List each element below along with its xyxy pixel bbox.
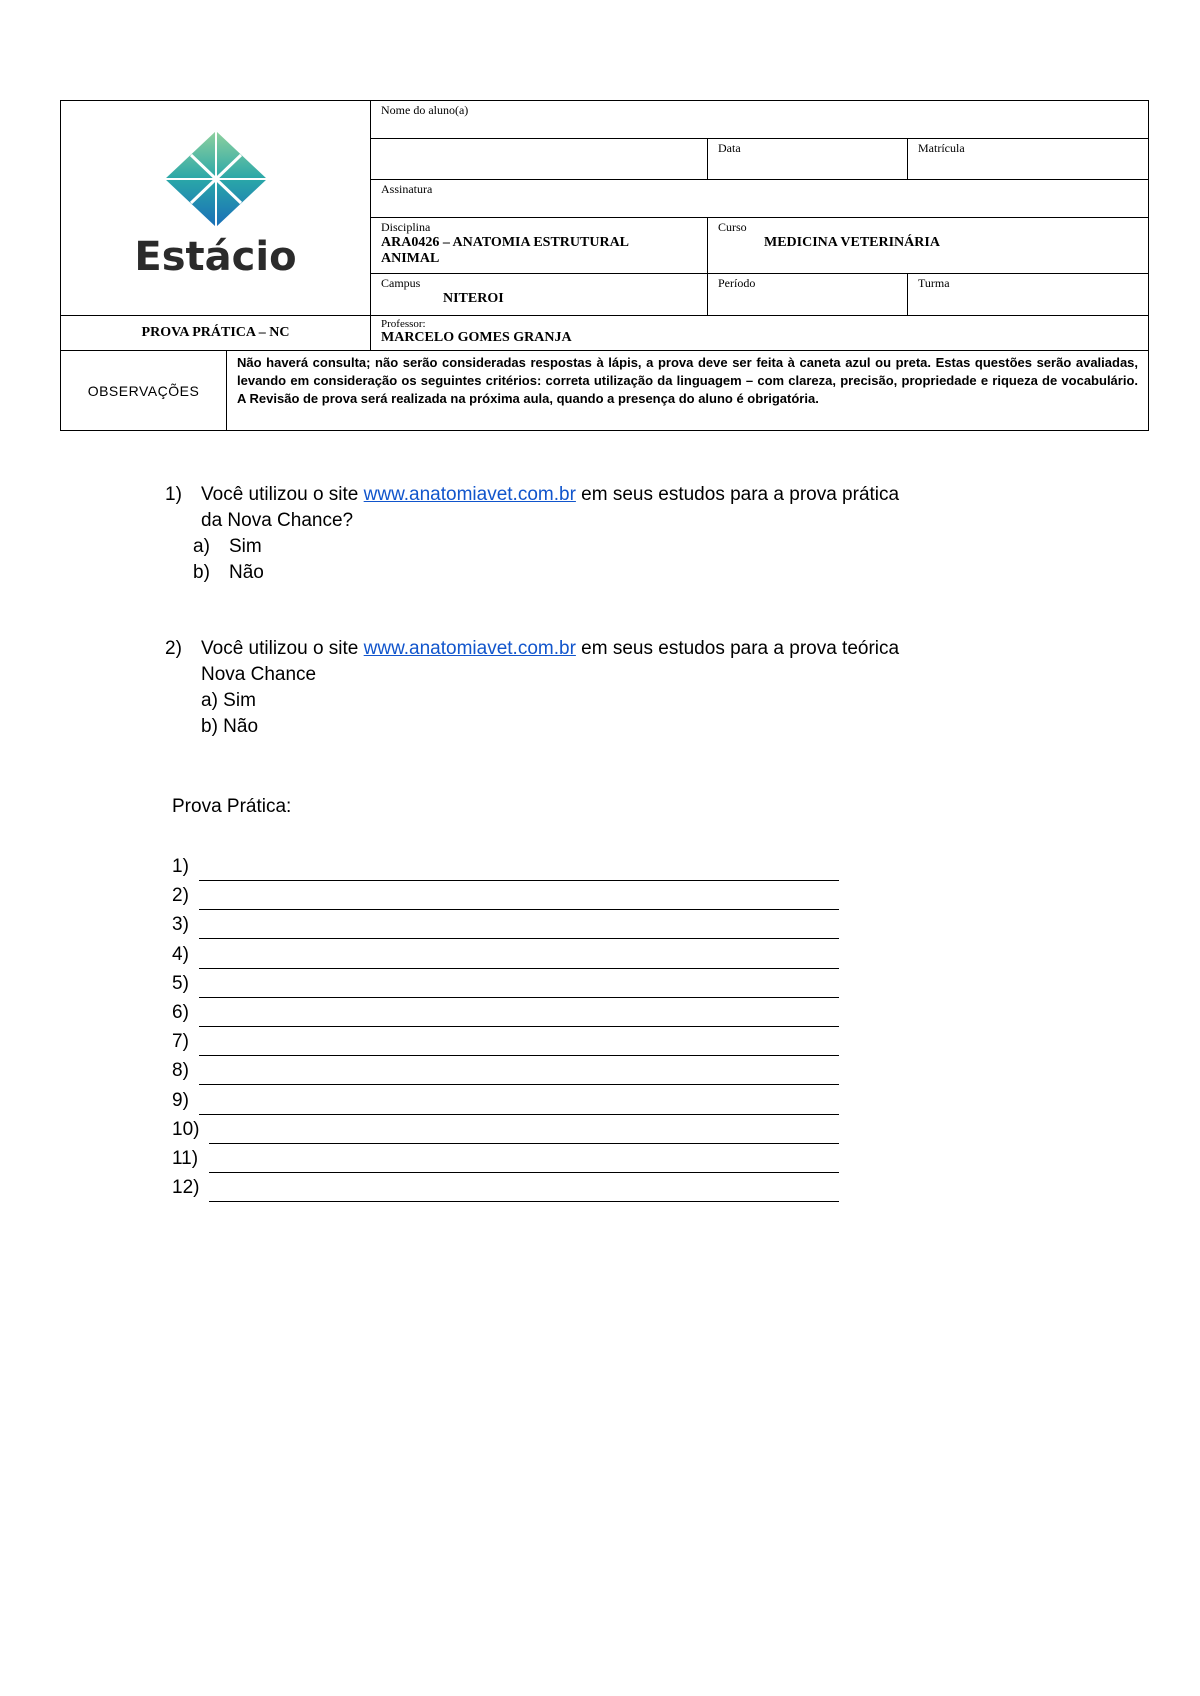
curso-label: Curso <box>718 220 747 234</box>
question-2-prefix: Você utilizou o site <box>201 638 364 659</box>
periodo-label: Período <box>718 276 756 290</box>
matricula-label: Matrícula <box>918 141 965 155</box>
curso-value: MEDICINA VETERINÁRIA <box>764 235 940 250</box>
answer-line <box>172 1056 839 1085</box>
answer-line <box>172 940 839 969</box>
campus-field <box>371 274 708 316</box>
observacoes-label: OBSERVAÇÕES <box>87 382 200 399</box>
professor-field <box>371 316 1149 351</box>
prova-pratica-title: Prova Prática: <box>172 796 292 817</box>
question-2-number: 2) <box>165 638 182 659</box>
prova-title-cell <box>61 316 371 351</box>
turma-field[interactable] <box>908 274 1149 316</box>
question-2-suffix: em seus estudos para a prova teórica <box>575 638 900 659</box>
question-2-line2: Nova Chance <box>201 664 317 685</box>
answer-number: 9) <box>172 1089 189 1111</box>
answer-number: 11) <box>172 1148 199 1169</box>
assinatura-label: Assinatura <box>381 182 433 196</box>
answer-blank-field[interactable] <box>199 889 839 910</box>
answer-line <box>172 998 839 1027</box>
answer-blank-field[interactable] <box>199 1064 839 1085</box>
question-1-line2: da Nova Chance? <box>201 510 354 531</box>
option-b-marker: b) <box>193 562 210 583</box>
curso-field <box>708 218 1149 274</box>
answer-number: 5) <box>172 972 189 994</box>
answer-number: 12) <box>172 1177 200 1199</box>
answer-blank-field[interactable] <box>199 860 839 881</box>
anatomiavet-link-1[interactable]: www.anatomiavet.com.br <box>363 484 576 505</box>
answer-line <box>172 1086 839 1115</box>
answer-blank-field[interactable] <box>209 1123 839 1144</box>
question-1-number: 1) <box>165 484 182 505</box>
estacio-logo-icon <box>161 129 271 229</box>
answer-number: 3) <box>172 914 189 936</box>
assinatura-field[interactable] <box>371 180 1149 218</box>
answer-line <box>172 1115 839 1144</box>
answer-blank-field[interactable] <box>199 977 839 998</box>
observacoes-label-cell <box>61 351 227 431</box>
answer-number: 4) <box>172 943 189 965</box>
exam-header-table <box>60 100 1149 431</box>
disciplina-field <box>371 218 708 274</box>
turma-label: Turma <box>918 276 950 290</box>
question-2-option-a[interactable]: a) Sim <box>201 690 256 711</box>
question-1 <box>165 482 1045 586</box>
question-2-option-b[interactable]: b) Não <box>201 716 259 737</box>
answer-blank-field[interactable] <box>199 1006 839 1027</box>
answer-line <box>172 1144 839 1173</box>
question-1-option-a[interactable]: Sim <box>229 536 262 557</box>
answer-number: 2) <box>172 885 189 907</box>
answer-line <box>172 881 839 910</box>
data-label: Data <box>718 141 741 155</box>
answer-line <box>172 852 839 881</box>
campus-value: NITEROI <box>443 291 504 306</box>
answer-line <box>172 910 839 939</box>
answer-blank-field[interactable] <box>199 1035 839 1056</box>
question-1-option-b[interactable]: Não <box>229 562 264 583</box>
matricula-field[interactable] <box>908 139 1149 180</box>
disciplina-value: ARA0426 – ANATOMIA ESTRUTURAL ANIMAL <box>381 235 629 266</box>
question-2 <box>165 636 1045 740</box>
logo-cell <box>61 101 371 316</box>
answer-number: 8) <box>172 1060 189 1082</box>
answer-line <box>172 1173 839 1202</box>
answer-number: 7) <box>172 1031 189 1053</box>
anatomiavet-link-2[interactable]: www.anatomiavet.com.br <box>363 638 576 659</box>
professor-label: Professor: <box>381 318 426 330</box>
answer-line <box>172 1027 839 1056</box>
answer-blank-field[interactable] <box>199 1094 839 1115</box>
professor-value: MARCELO GOMES GRANJA <box>381 330 572 345</box>
answer-number: 6) <box>172 1002 189 1023</box>
data-field[interactable] <box>708 139 908 180</box>
disciplina-label: Disciplina <box>381 220 431 234</box>
answer-blank-field[interactable] <box>209 1152 839 1173</box>
answer-number: 1) <box>172 856 189 877</box>
nome-value-field[interactable] <box>371 139 708 180</box>
prova-label: PROVA PRÁTICA – NC <box>141 325 290 340</box>
campus-label: Campus <box>381 276 421 290</box>
answer-line <box>172 969 839 998</box>
nome-field[interactable] <box>371 101 1149 139</box>
observacoes-text: Não haverá consulta; não serão consideradas respostas à lápis, a prova deve ser feita à caneta azul ou preta. Estas questões serão avaliadas, levando em consideração os seguintes critérios: correta utilização da linguagem – com clareza, precisão, propriedade e riqueza de vocabulário. A Revisão de prova será realizada na próxima aula, quando a presença do aluno é obrigatória. <box>227 351 1149 431</box>
answer-blank-field[interactable] <box>199 948 839 969</box>
answer-blank-field[interactable] <box>199 918 839 939</box>
nome-label: Nome do aluno(a) <box>381 103 469 117</box>
answer-blank-field[interactable] <box>209 1181 839 1202</box>
question-1-suffix: em seus estudos para a prova prática <box>575 484 900 505</box>
question-1-prefix: Você utilizou o site <box>201 484 364 505</box>
periodo-field[interactable] <box>708 274 908 316</box>
answer-number: 10) <box>172 1118 200 1140</box>
logo-wordmark: Estácio <box>134 234 297 280</box>
option-a-marker: a) <box>193 536 210 557</box>
